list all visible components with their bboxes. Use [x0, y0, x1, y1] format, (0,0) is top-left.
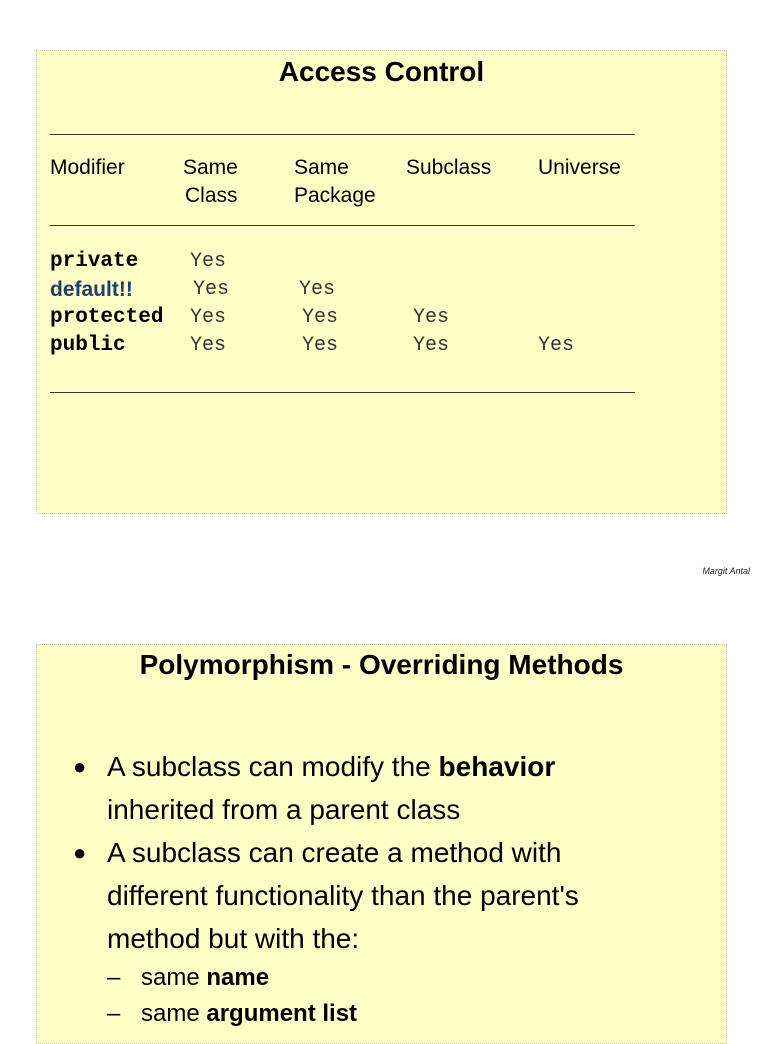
cell-default-same-class: Yes: [193, 278, 230, 301]
bullet-text: different functionality than the parent's: [107, 880, 579, 911]
cell-public-universe: Yes: [538, 334, 575, 357]
bullet-icon: ●: [73, 754, 87, 779]
slide-polymorphism: [36, 644, 727, 1044]
slide-title: Access Control: [278, 56, 485, 87]
header-modifier: Modifier: [50, 156, 125, 179]
sub-bullet-item: [69, 996, 709, 1032]
cell-protected-same-package: Yes: [302, 306, 339, 329]
bullet-text: A subclass can create a method with: [107, 837, 562, 868]
sub-bullet-text: same: [141, 1000, 207, 1027]
sub-bullet-bold-text: name: [206, 964, 270, 991]
bullet-text: inherited from a parent class: [107, 794, 461, 825]
header-same-package-1: Same: [294, 156, 349, 179]
table-header-rule: [50, 225, 635, 226]
header-same-package-2: Package: [294, 184, 376, 207]
sub-bullet-item: [69, 960, 709, 996]
cell-protected-same-class: Yes: [190, 306, 227, 329]
modifier-protected: protected: [50, 306, 164, 329]
slide-access-control: [36, 50, 727, 514]
header-same-class-1: Same: [183, 156, 238, 179]
dash-icon: –: [107, 1000, 121, 1027]
header-universe: Universe: [538, 156, 621, 179]
bullet-bold-text: behavior: [438, 751, 556, 782]
cell-protected-subclass: Yes: [413, 306, 450, 329]
table-bottom-rule: [50, 392, 635, 393]
bullet-icon: ●: [73, 840, 87, 865]
dash-icon: –: [107, 964, 121, 991]
bullet-item: [69, 831, 709, 960]
cell-default-same-package: Yes: [299, 278, 336, 301]
table-top-rule: [50, 134, 635, 135]
modifier-default: default!!: [50, 278, 133, 301]
bullet-text: method but with the:: [107, 923, 360, 954]
cell-public-subclass: Yes: [413, 334, 450, 357]
cell-public-same-package: Yes: [302, 334, 339, 357]
cell-private-same-class: Yes: [190, 250, 227, 273]
slide-title: Polymorphism - Overriding Methods: [139, 649, 624, 680]
header-same-class-2: Class: [185, 184, 238, 207]
modifier-private: private: [50, 250, 139, 273]
author-signature: Margit Antal: [702, 566, 750, 576]
header-subclass: Subclass: [406, 156, 492, 179]
bullet-item: [69, 745, 709, 831]
sub-bullet-text: same: [141, 964, 207, 991]
bullet-text: A subclass can modify the: [107, 751, 439, 782]
modifier-public: public: [50, 334, 126, 357]
sub-bullet-bold-text: argument list: [206, 1000, 358, 1027]
bullet-list: [69, 745, 709, 1032]
cell-public-same-class: Yes: [190, 334, 227, 357]
